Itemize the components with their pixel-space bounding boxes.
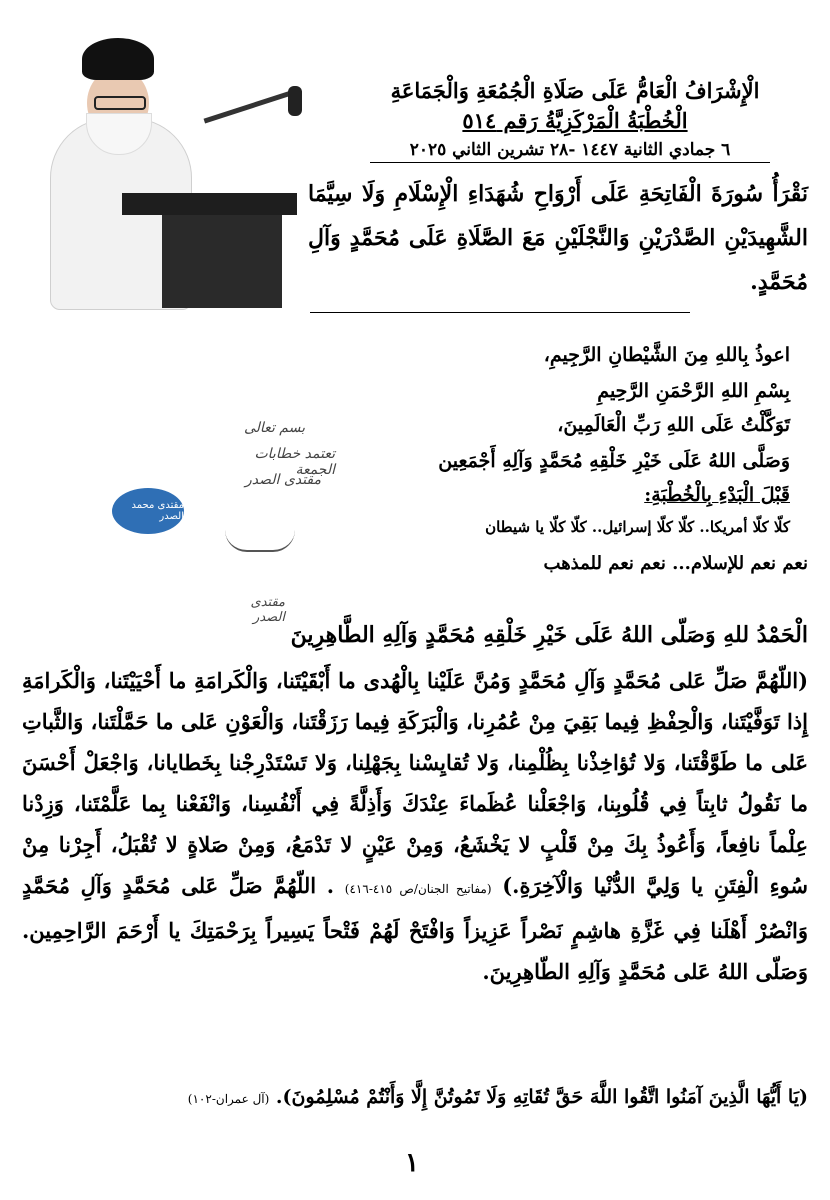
quran-reference: (آل عمران-١٠٢): [187, 1092, 270, 1106]
intro-paragraph: نَقْرَأُ سُورَةَ الْفَاتِحَةِ عَلَى أَرْوَاحِ شُهَدَاءِ الْإِسْلَامِ وَلَا سِيَّمَا الشَّهِيدَيْنِ الصَّدْرَيْنِ وَالنَّجْلَيْنِ مَعَ الصَّلَاةِ عَلَى مُحَمَّدٍ وَآلِ مُحَمَّدٍ.: [308, 181, 808, 295]
opening-line-basmala: بِسْمِ اللهِ الرَّحْمَنِ الرَّحِيمِ: [597, 380, 790, 402]
lectern-body: [162, 215, 282, 308]
gaza-prayer: . اللّهُمَّ صَلِّ عَلى مُحَمَّدٍ وَآلِ مُحَمَّدٍ وَانْصُرْ أَهْلَنا فِي غَزَّةِ هاشِمٍ نَصْراً عَزِيزاً وَافْتَحْ لَهُمْ فَتْحاً يَسِيراً بِرَحْمَتِكَ يا أَرْحَمَ الرَّاحِمِين.: [22, 873, 808, 943]
speaker-portrait-image: [12, 8, 312, 308]
supplication-paragraph: [22, 660, 808, 992]
signature-scribble: [225, 530, 295, 552]
opening-line-before-sermon: قَبْلَ الْبَدْءِ بِالْخُطْبَةِ:: [644, 484, 790, 506]
opening-line-isti-adha: اعوذُ بِاللهِ مِنَ الشَّيْطانِ الرَّجِيمِ،: [543, 344, 790, 366]
opening-line-tawakkul: تَوَكَّلْتُ عَلَى اللهِ رَبِّ الْعَالَمِينَ،: [557, 414, 790, 436]
signature-name: مقتدى الصدر: [250, 595, 285, 625]
handwritten-approval-note: [215, 420, 335, 625]
opening-line-slogan-no: كلّا كلّا أمريكا.. كلّا كلّا إسرائيل.. كلّا كلّا يا شيطان: [485, 518, 790, 536]
header-title-line1: الْإِشْرَافُ الْعَامُّ عَلَى صَلَاةِ الْجُمُعَةِ وَالْجَمَاعَةِ: [390, 78, 760, 103]
note-line: بسم تعالى: [243, 420, 305, 436]
speaker-turban: [82, 38, 154, 80]
closing-salawat: وَصَلّى اللهُ عَلى مُحَمَّدٍ وَآلِهِ الطّاهِرِينَ.: [482, 959, 808, 984]
note-line: تعتمد خطابات الجمعة: [254, 446, 335, 478]
lectern-top: [122, 193, 297, 215]
quran-verse-line: [22, 1086, 808, 1108]
supplication-reference: (مفاتيح الجنان/ص ٤١٥-٤١٦): [344, 882, 492, 896]
microphone-icon: [202, 86, 297, 126]
header-date: ٦ جمادي الثانية ١٤٤٧ -٢٨ تشرين الثاني ٢٠٢٥: [370, 140, 770, 163]
speaker-glasses: [94, 96, 146, 110]
blue-seal-stamp: مقتدى محمد الصدر: [112, 488, 184, 534]
divider: [310, 312, 690, 313]
note-line: مقتدى الصدر: [245, 472, 321, 488]
quran-verse: (يَا أَيُّهَا الَّذِينَ آمَنُوا اتَّقُوا اللَّهَ حَقَّ تُقَاتِهِ وَلَا تَمُوتُنَّ إِلَّا وَأَنْتُمْ مُسْلِمُونَ).: [275, 1086, 808, 1108]
supplication-text: (اللّهُمَّ صَلِّ عَلى مُحَمَّدٍ وَآلِ مُحَمَّدٍ وَمُنَّ عَلَيْنا بِالْهُدى ما أَبْقَيْتَنا، وَالْكَرامَةِ ما أَحْيَيْتَنا، وَالْكَرامَةِ إِذا تَوَفَّيْتَنا، وَالْحِفْظِ فِيما بَقِيَ مِنْ عُمُرِنا، وَالْبَرَكَةِ فِيما رَزَقْتَنا، وَالْعَوْنِ عَلى ما حَمَّلْتَنا، وَالثَّباتِ عَلى ما طَوَّقْتَنا، وَلا تُؤاخِذْنا بِظُلْمِنا، وَلا تُقايِسْنا بِجَهْلِنا، وَلا تَسْتَدْرِجْنا بِخَطايانا، وَاجْعَلْ أَحْسَنَ ما نَقُولُ ثابِتاً فِي قُلُوبِنا، وَاجْعَلْنا عُظَماءَ عِنْدَكَ وَأَذِلَّةً فِي أَنْفُسِنا، وَانْفَعْنا بِما عَلَّمْتَنا، وَزِدْنا عِلْماً نافِعاً، وَأَعُوذُ بِكَ مِنْ قَلْبٍ لا يَخْشَعُ، وَمِنْ عَيْنٍ لا تَدْمَعُ، وَمِنْ صَلاةٍ لا تُقْبَلُ، أَجِرْنا مِنْ سُوءِ الْفِتَنِ يا وَلِيَّ الدُّنْيا وَالْآخِرَةِ.): [22, 668, 808, 898]
opening-line-salawat: وَصَلَّى اللهُ عَلَى خَيْرِ خَلْقِهِ مُحَمَّدٍ وَآلِهِ أَجْمَعِين: [438, 450, 790, 472]
header-title-line2: الْخُطْبَةُ الْمَرْكَزِيَّةُ رَقم ٥١٤: [462, 108, 688, 133]
praise-line: الْحَمْدُ للهِ وَصَلّى اللهُ عَلَى خَيْرِ خَلْقِهِ مُحَمَّدٍ وَآلِهِ الطَّاهِرِينَ: [290, 622, 808, 648]
page-number: ١: [405, 1148, 419, 1178]
opening-line-slogan-yes: نعم نعم للإسلام... نعم نعم للمذهب: [543, 553, 808, 574]
